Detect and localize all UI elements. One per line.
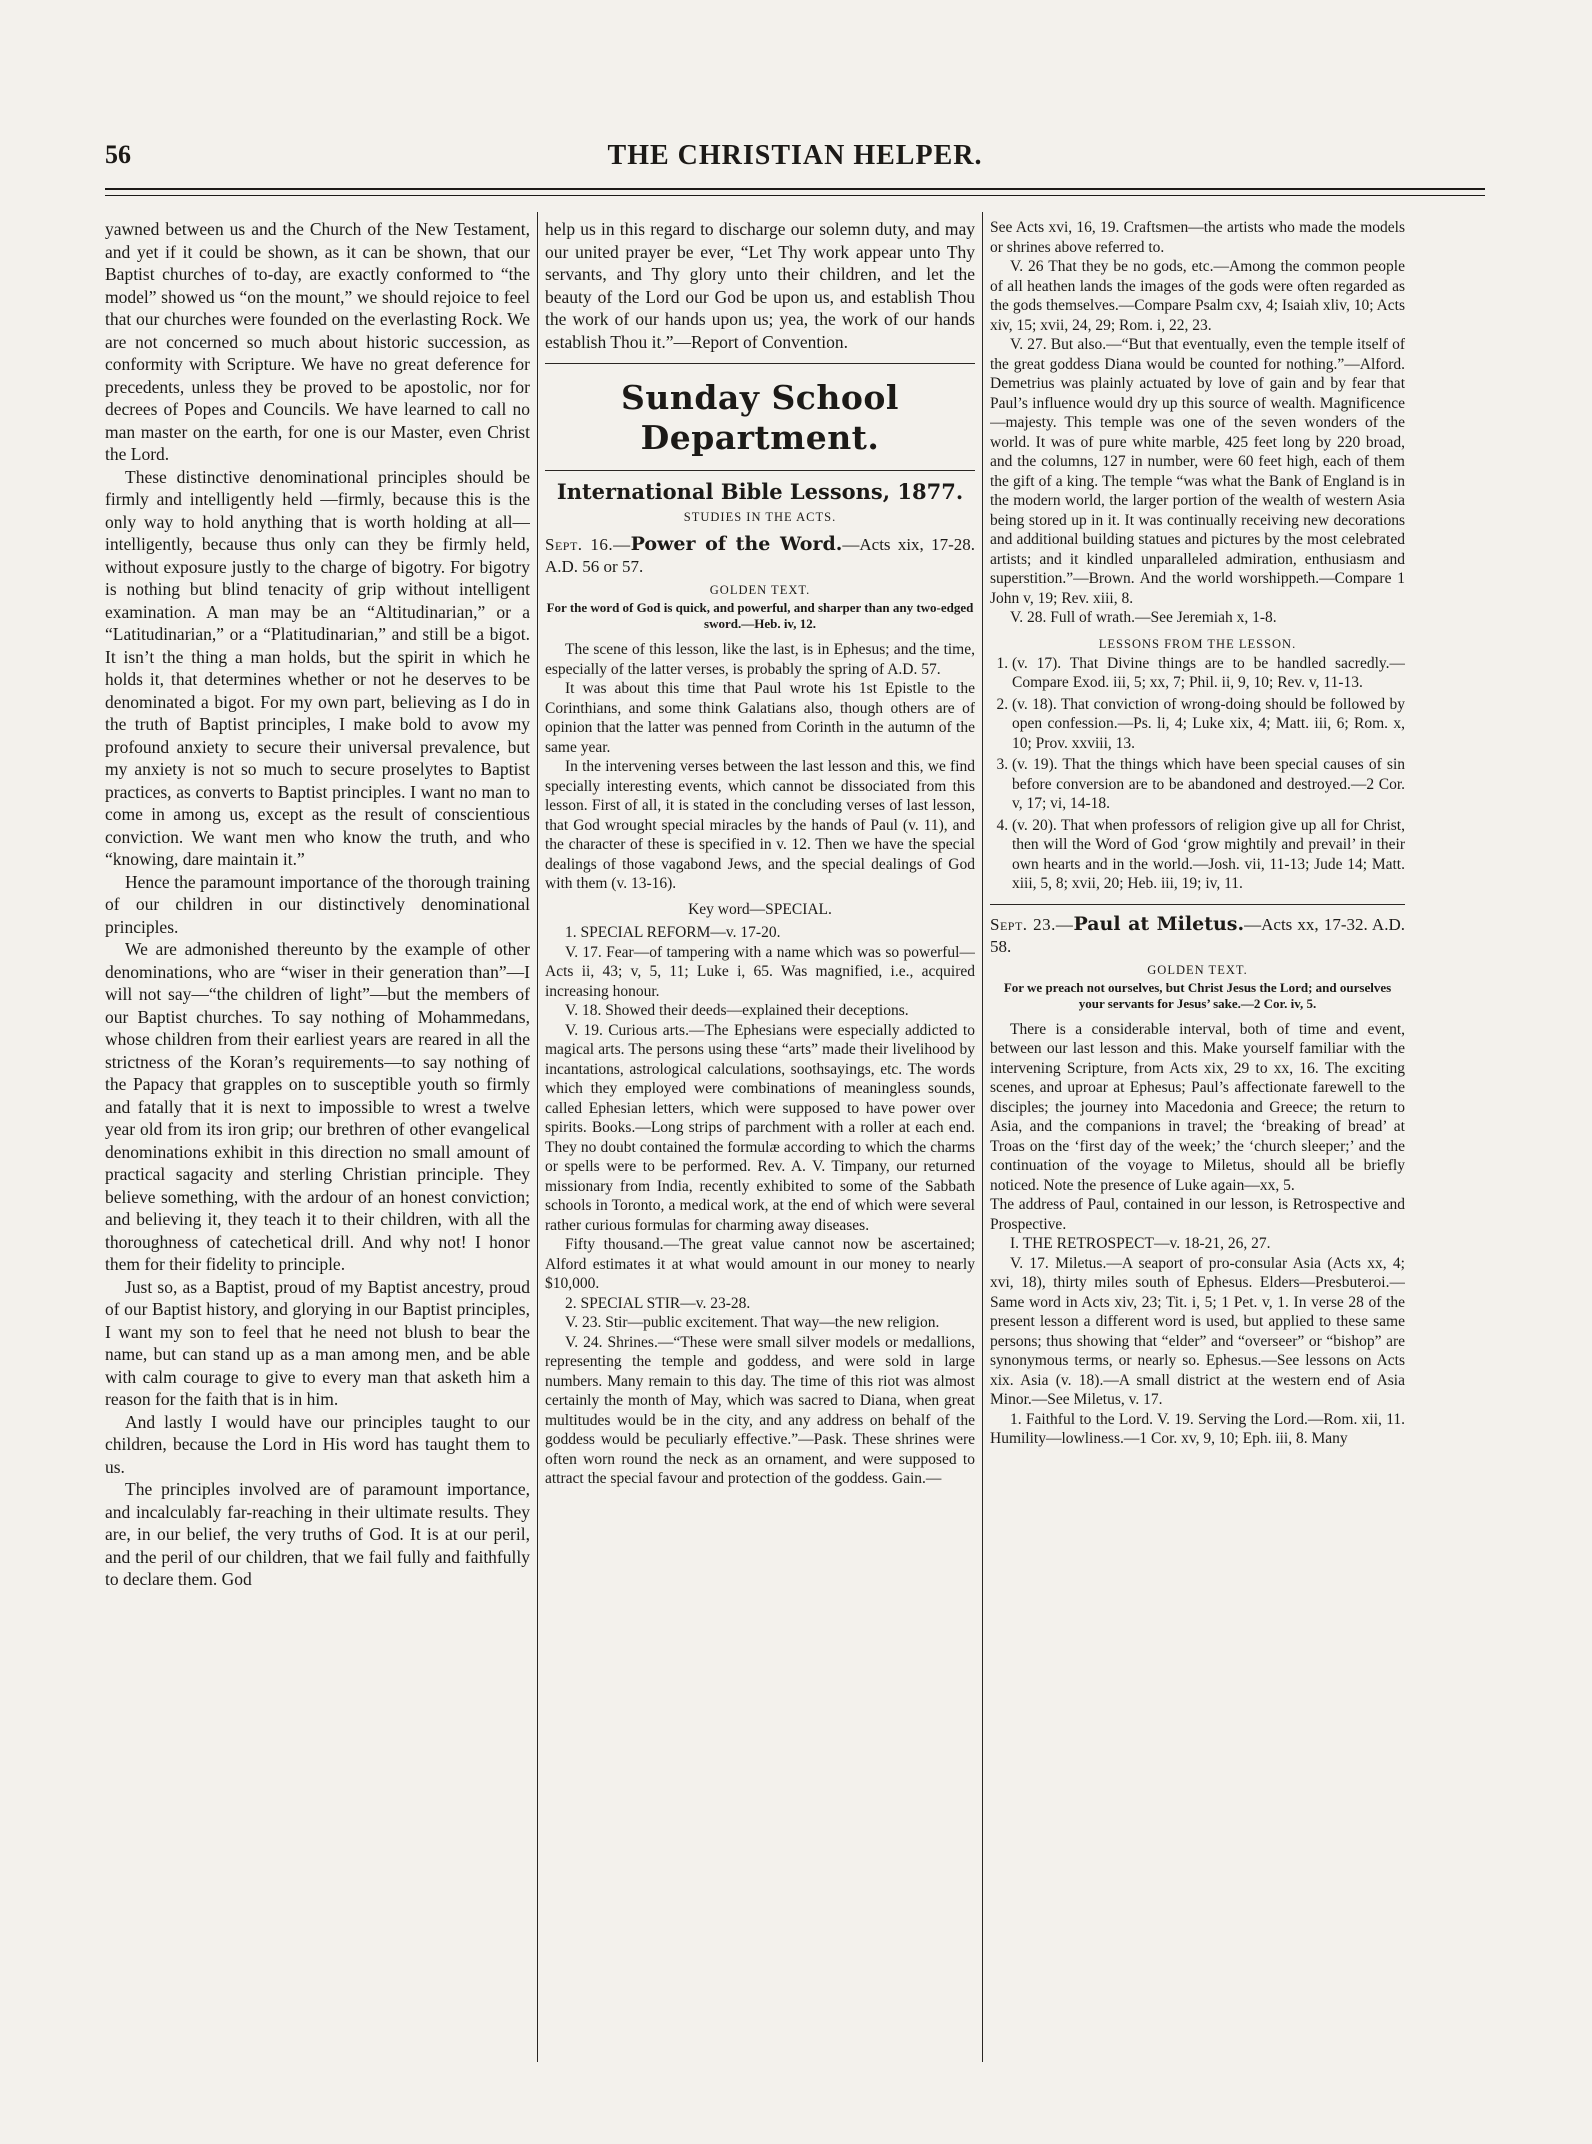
paragraph: It was about this time that Paul wrote his 1st Epistle to the Corinthians, and some think Galatians also, though others are of opinion that the latter was penned from Corinth in the autumn of the same year. bbox=[545, 680, 975, 756]
note: See Acts xvi, 16, 19. Craftsmen—the artists who made the models or shrines above referred to. bbox=[990, 219, 1405, 256]
list-item: 4. (v. 20). That when professors of religion give up all for Christ, then will the Word of God ‘grow mightily and prevail’ in their own hearts and in the world.—Josh. vii, 11-13; Jude 14; Matt. xiii, 5, 8; xvii, 20; Heb. iii, 19; iv, 11. bbox=[1012, 816, 1405, 894]
paragraph: Hence the paramount importance of the thorough training of our children in our distinctively denominational principles. bbox=[105, 871, 530, 937]
note: 2. SPECIAL STIR—v. 23-28. bbox=[565, 1294, 751, 1312]
lesson-date: Sept. 16.— bbox=[545, 535, 631, 554]
middle-column bbox=[545, 218, 975, 2058]
section-rule bbox=[545, 470, 975, 471]
section-rule bbox=[545, 363, 975, 364]
note: V. 23. Stir—public excitement. That way—the new religion. bbox=[565, 1314, 940, 1331]
left-column bbox=[105, 218, 530, 2058]
lessons-from-lesson-label: LESSONS FROM THE LESSON. bbox=[1098, 636, 1297, 651]
golden-text: For the word of God is quick, and powerful, and sharper than any two-edged sword.—Heb. iv, 12. bbox=[546, 600, 974, 631]
note: V. 17. Miletus.—A seaport of pro-consular Asia (Acts xx, 4; xvi, 18), thirty miles south of Ephesus. Elders—Presbuteroi.—Same word in Acts xiv, 23; Tit. i, 5; 1 Pet. v, 1. In verse 28 of the present lesson a different word is used, but applied to these same persons; thus showing that “elder” and “overseer” or “bishop” are synonymous terms, or nearly so. Ephesus.—See lessons on Acts xix. Asia (v. 18).—A small district at the western end of Asia Minor.—See Miletus, v. 17. bbox=[990, 1254, 1405, 1408]
note: V. 26 That they be no gods, etc.—Among the common people of all heathen lands the images of the gods were often regarded as the gods themselves.—Compare Psalm cxv, 4; Isaiah xliv, 10; Acts xiv, 15; xvii, 24, 29; Rom. i, 22, 23. bbox=[990, 258, 1405, 334]
lesson-heading bbox=[545, 533, 975, 578]
paragraph: These distinctive denominational principles should be firmly and intelligently held —firmly, because this is the only way to hold anything that is worth holding at all—intelligently, because thus only can they be firmly held, without exposure justly to the charge of bigotry. For bigotry is nothing but blind tenacity of grip without intelligent examination. A man may be an “Altitudinarian,” or a “Latitudinarian,” or a “Platitudinarian,” and still be a bigot. It isn’t the thing a man holds, but the spirit in which he holds it, that determines whether or not he deserves to be denominated a bigot. For my own part, believing as I do in the truth of Baptist principles, I make bold to avow my profound anxiety to secure their universal prevalence, but my anxiety is not so much to secure proselytes to Baptist practices, as converts to Baptist principles. I want no man to come in among us, except as the result of conscientious conviction. We want men who know the truth, and who “knowing, dare maintain it.” bbox=[105, 466, 530, 869]
paragraph: There is a considerable interval, both of time and event, between our last lesson and this. Make yourself familiar with the intervening Scripture, from Acts xix, 29 to xx, 16. The exciting scenes, and uproar at Ephesus; Paul’s affectionate farewell to the disciples; the journey into Macedonia and Greece; the return to Asia, and the companions in travel; the ‘breaking of bread’ at Troas on the ‘first day of the week;’ the ‘church sleeper;’ and the continuation of the voyage to Miletus, should all be briefly noticed. Note the presence of Luke again—xx, 5. bbox=[990, 1020, 1405, 1194]
note: V. 19. Curious arts.—The Ephesians were especially addicted to magical arts. The persons using these “arts” made their livelihood by incantations, astrological calculations, soothsayings, etc. The words which they employed were combinations of meaningless sounds, called Ephesian letters, which were supposed to have power over spirits. Books.—Long strips of parchment with a roller at each end. They no doubt contained the formulæ according to which the charms or spells were to be performed. Rev. A. V. Timpany, our returned missionary from India, recently exhibited to some of the Sabbath schools in Toronto, a medical work, at the end of which were several rather curious formulas for charming away diseases. bbox=[545, 1021, 975, 1234]
header-rule-thin bbox=[105, 195, 1485, 196]
header-rule bbox=[105, 188, 1485, 190]
lessons-list bbox=[990, 654, 1405, 894]
section-rule bbox=[990, 904, 1405, 905]
journal-title: THE CHRISTIAN HELPER. bbox=[607, 140, 983, 171]
convention-closing: help us in this regard to discharge our solemn duty, and may our united prayer be ever, “Let Thy work appear unto Thy servants, and Thy glory unto their children, and let the beauty of the Lord our God be upon us, and establish Thou the work of our hands upon us; yea, the work of our hands establish Thou it.”—Report of Convention. bbox=[545, 219, 975, 352]
paragraph: The principles involved are of paramount importance, and incalculably far-reaching in their ultimate results. They are, in our belief, the very truths of God. It is at our peril, and the peril of our children, that we fail fully and faithfully to declare them. God bbox=[105, 1479, 530, 1589]
lesson-reference: —Acts xix, 17-28. A.D. 56 or 57. bbox=[545, 535, 975, 576]
paragraph: We are admonished thereunto by the example of other denominations, who are “wiser in their generation than”—I will not say—“the children of light”—but the members of our Baptist churches. To say nothing of Mohammedans, whose children from their earliest years are reared in all the strictness of the Koran’s requirements—to say nothing of the Papacy that grapples on to susceptible youth so firmly and fatally that it is next to impossible to wrest a twelve year old from its iron grip; our brethren of other evangelical denominations exhibit in this direction no small amount of practical sagacity and sterling Christian principle. They believe something, with the ardour of an honest conviction; and believing it, they teach it to their children, with all the thoroughness of catechetical drill. And why not! I honor them for their fidelity to principle. bbox=[105, 939, 530, 1274]
note: V. 18. Showed their deeds—explained their deceptions. bbox=[565, 1002, 909, 1019]
lesson-date: Sept. 23.— bbox=[990, 914, 1074, 934]
paragraph: In the intervening verses between the last lesson and this, we find specially interesting events, which cannot be dissociated from this lesson. First of all, it is stated in the concluding verses of last lesson, that God wrought special miracles by the hands of Paul (v. 11), and the character of these is specified in v. 12. Then we have the special dealings of those vagabond Jews, and the special dealings of God with them (v. 13-16). bbox=[545, 758, 975, 892]
list-item: 2. (v. 18). That conviction of wrong-doing should be followed by open confession.—Ps. li, 4; Luke xix, 4; Matt. iii, 6; Rom. x, 10; Prov. xxviii, 13. bbox=[1012, 695, 1405, 754]
paragraph: yawned between us and the Church of the New Testament, and yet if it could be shown, as it can be shown, that our Baptist churches of to-day, are exactly conformed to “the model” showed us “on the mount,” we should rejoice to feel that our churches were founded on the everlasting Rock. We are not concerned so much about historic succession, as conformity with Scripture. We have no great deference for precedents, unless they be proved to be apostolic, nor for decrees of Popes and Councils. We have learned to call no man master on the earth, for one is our Master, even Christ the Lord. bbox=[105, 219, 530, 464]
note: V. 27. But also.—“But that eventually, even the temple itself of the great goddess Diana would be counted for nothing.”—Alford. Demetrius was plainly actuated by love of gain and by fear that Paul’s influence would dry up this source of wealth. Magnificence—majesty. This temple was one of the seven wonders of the world. It was of pure white marble, 425 feet long by 220 broad, and the columns, 127 in number, were 60 feet high, each of them the gift of a king. The temple “was what the Bank of England is in the modern world, the larger portion of the wealth of western Asia being stored up in it. It was continually receiving new decorations and additional building statues and pictures by the most celebrated artists; and it kindled unparalleled admiration, enthusiasm and superstition.”—Brown. And the world worshippeth.—Compare 1 John v, 19; Rev. xiii, 8. bbox=[990, 336, 1405, 607]
paragraph: The address of Paul, contained in our lesson, is Retrospective and Prospective. bbox=[990, 1196, 1405, 1233]
page-number: 56 bbox=[105, 140, 131, 169]
lesson-title: Paul at Miletus. bbox=[1073, 912, 1245, 935]
lesson-heading bbox=[990, 913, 1405, 958]
lesson-title: Power of the Word. bbox=[630, 533, 843, 555]
lesson-reference: —Acts xx, 17-32. A.D. 58. bbox=[990, 914, 1405, 956]
paragraph: And lastly I would have our principles taught to our children, because the Lord in His word has taught them to us. bbox=[105, 1411, 530, 1477]
golden-text-label: GOLDEN TEXT. bbox=[709, 583, 811, 597]
note: I. THE RETROSPECT—v. 18-21, 26, 27. bbox=[1010, 1235, 1271, 1252]
paragraph: Just so, as a Baptist, proud of my Baptist ancestry, proud of our Baptist history, and glorying in our Baptist principles, I want my son to feel that he need not blush to bear the name, but can stand up as a man among men, and be able with calm courage to give to every man that asketh him a reason for the faith that is in him. bbox=[105, 1276, 530, 1409]
list-item: 3. (v. 19). That the things which have been special causes of sin before conversion are to be abandoned and destroyed.—2 Cor. v, 17; vi, 14-18. bbox=[1012, 755, 1405, 814]
column-divider bbox=[982, 212, 983, 2062]
note: V. 24. Shrines.—“These were small silver models or medallions, representing the temple and goddess, and were sold in large numbers. Many remain to this day. The time of this riot was almost certainly the month of May, which was sacred to Diana, when great multitudes would be in the city, and any address on behalf of the goddess would be peculiarly effective.”—Pask. These shrines were often worn round the neck as an ornament, and were supposed to attract the special favour and protection of the goddess. Gain.— bbox=[545, 1333, 975, 1487]
lessons-title: International Bible Lessons, 1877. bbox=[556, 479, 964, 504]
note: Fifty thousand.—The great value cannot now be ascertained; Alford estimates it at what would amount in our money to nearly $10,000. bbox=[545, 1236, 975, 1292]
page-header bbox=[105, 140, 1485, 176]
studies-subtitle: STUDIES IN THE ACTS. bbox=[683, 510, 837, 524]
department-title: Sunday School Department. bbox=[621, 378, 899, 457]
note: 1. SPECIAL REFORM—v. 17-20. bbox=[565, 924, 781, 941]
column-divider bbox=[537, 212, 538, 2062]
list-item: 1. (v. 17). That Divine things are to be handled sacredly.—Compare Exod. iii, 5; xx, 7; Phil. ii, 9, 10; Rev. v, 11-13. bbox=[1012, 654, 1405, 693]
key-word: Key word—SPECIAL. bbox=[688, 900, 832, 918]
golden-text-label: GOLDEN TEXT. bbox=[1147, 962, 1248, 977]
note: 1. Faithful to the Lord. V. 19. Serving the Lord.—Rom. xii, 11. Humility—lowliness.—1 Cor. xv, 9, 10; Eph. iii, 8. Many bbox=[990, 1410, 1405, 1447]
note: V. 17. Fear—of tampering with a name which was so powerful—Acts ii, 43; v, 5, 11; Luke i, 65. Was magnified, i.e., acquired increasing honour. bbox=[545, 943, 975, 1000]
note: V. 28. Full of wrath.—See Jeremiah x, 1-8. bbox=[1010, 609, 1277, 626]
right-column bbox=[990, 218, 1405, 2058]
golden-text: For we preach not ourselves, but Christ Jesus the Lord; and ourselves your servants for Jesus’ sake.—2 Cor. iv, 5. bbox=[1003, 979, 1392, 1011]
paragraph: The scene of this lesson, like the last, is in Ephesus; and the time, especially of the latter verses, is probably the spring of A.D. 57. bbox=[545, 641, 975, 678]
